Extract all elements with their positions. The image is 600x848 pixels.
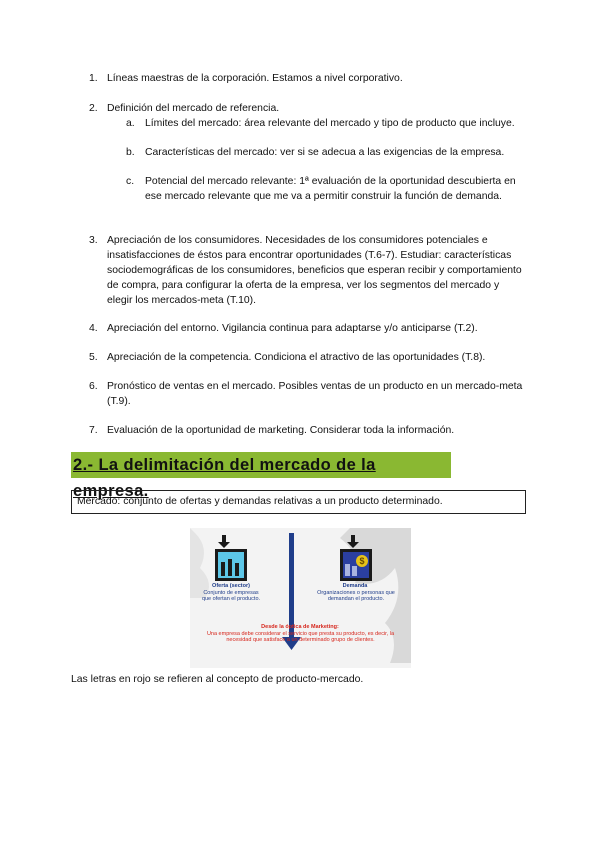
sub-list-text: Límites del mercado: área relevante del mercado y tipo de producto que incluye.	[145, 118, 515, 129]
sub-list-text: Características del mercado: ver si se adecua a las exigencias de la empresa.	[145, 147, 505, 158]
factory-icon-chimney	[221, 562, 225, 576]
sub-list-letter: c.	[126, 176, 135, 187]
demand-text: Organizaciones o personas que demandan el producto.	[317, 590, 395, 603]
dollar-icon-glyph: $	[359, 556, 365, 566]
market-diagram	[190, 528, 411, 668]
list-text: Apreciación de los consumidores. Necesidades de los consumidores potenciales e insatisfacciones de éstos para encontrar oportunidades (T.6-7). Estudiar: características sociodemográficas de los consumidores, beneficios que esperan recibir y comportamiento de compra, para configurar la oferta de la empresa, ver los segmentos del mercado y elegir los mercados-meta (T.10).	[107, 235, 522, 306]
list-number: 4.	[89, 323, 98, 334]
list-number: 5.	[89, 352, 98, 363]
sub-list-letter: b.	[126, 147, 135, 158]
demand-icon-person	[352, 566, 357, 576]
sub-list-letter: a.	[126, 118, 135, 129]
list-text: Pronóstico de ventas en el mercado. Posibles ventas de un producto en un mercado-meta (T.9).	[107, 381, 523, 407]
offer-text: Conjunto de empresas que ofertan el producto.	[201, 590, 261, 603]
marketing-text: Una empresa debe considerar el servicio que presta su producto, es decir, la necesidad que satisface a un determinado grupo de clientes.	[206, 631, 395, 644]
offer-title: Oferta (sector)	[212, 583, 250, 589]
section-heading-text: 2.- La delimitación del mercado de la empresa.	[73, 456, 376, 500]
demand-arrow-shaft	[351, 535, 355, 543]
factory-icon-chimney	[228, 559, 232, 576]
demand-icon-person	[345, 564, 350, 576]
marketing-lead: Desde la óptica de Marketing:	[261, 624, 339, 630]
sub-list-text: Potencial del mercado relevante: 1ª evaluación de la oportunidad descubierta en ese mercado relevante que me va a permitir construir la función de demanda.	[145, 176, 516, 202]
demand-title: Demanda	[342, 583, 368, 589]
list-text: Definición del mercado de referencia.	[107, 103, 280, 114]
offer-arrow-shaft	[222, 535, 226, 543]
offer-arrow-head	[218, 542, 230, 548]
list-text: Apreciación del entorno. Vigilancia continua para adaptarse y/o anticiparse (T.2).	[107, 323, 478, 334]
list-number: 6.	[89, 381, 98, 392]
definition-box: Mercado: conjunto de ofertas y demandas relativas a un producto determinado.	[71, 490, 526, 514]
factory-icon-chimney	[235, 563, 239, 576]
figure-caption: Las letras en rojo se refieren al concepto de producto-mercado.	[71, 674, 364, 685]
list-number: 1.	[89, 73, 98, 84]
list-text: Apreciación de la competencia. Condiciona el atractivo de las oportunidades (T.8).	[107, 352, 486, 363]
list-text: Evaluación de la oportunidad de marketing. Considerar toda la información.	[107, 425, 455, 436]
list-number: 3.	[89, 235, 98, 246]
list-number: 2.	[89, 103, 98, 114]
list-text: Líneas maestras de la corporación. Estamos a nivel corporativo.	[107, 73, 403, 84]
list-number: 7.	[89, 425, 98, 436]
section-heading	[71, 452, 451, 500]
